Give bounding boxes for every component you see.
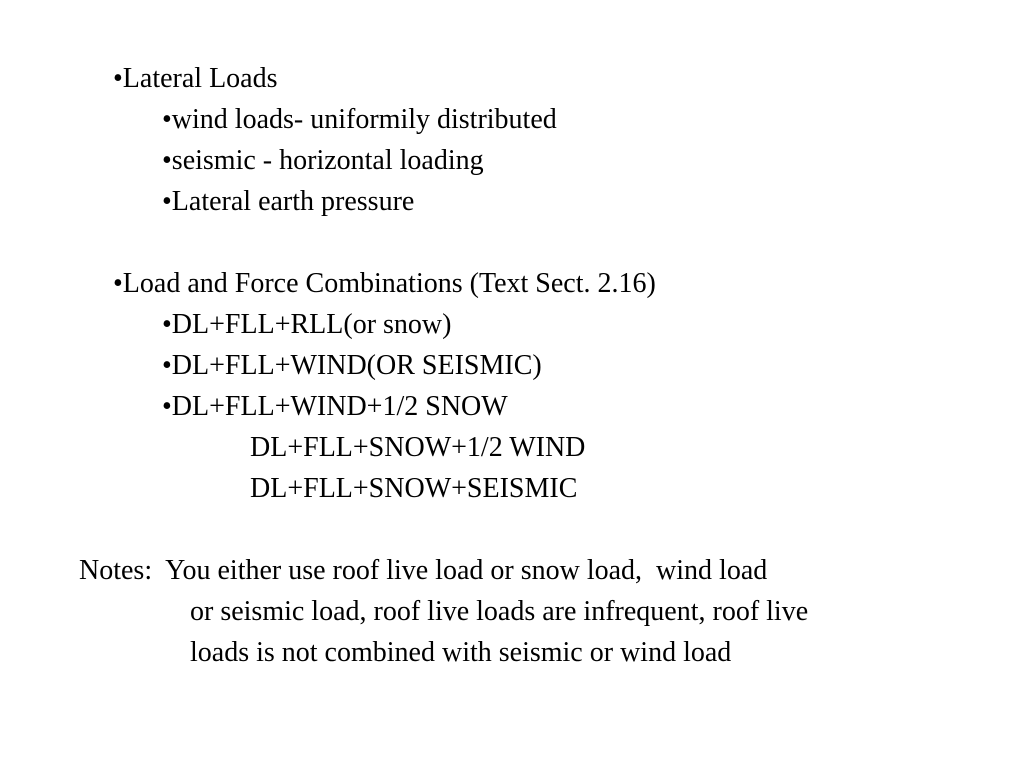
combinations-heading: •Load and Force Combinations (Text Sect. 2.16) bbox=[113, 268, 656, 299]
combination-sub-item: DL+FLL+SNOW+1/2 WIND bbox=[250, 432, 586, 463]
lateral-loads-item-seismic: •seismic - horizontal loading bbox=[162, 145, 484, 176]
lateral-loads-heading: •Lateral Loads bbox=[113, 63, 278, 94]
notes-line: Notes: You either use roof live load or snow load, wind load bbox=[79, 555, 768, 586]
combination-item: •DL+FLL+RLL(or snow) bbox=[162, 309, 452, 340]
combination-item: •DL+FLL+WIND+1/2 SNOW bbox=[162, 391, 508, 422]
lateral-loads-item-earth-pressure: •Lateral earth pressure bbox=[162, 186, 415, 217]
combination-item: •DL+FLL+WIND(OR SEISMIC) bbox=[162, 350, 542, 381]
lateral-loads-item-wind: •wind loads- uniformily distributed bbox=[162, 104, 557, 135]
combination-sub-item: DL+FLL+SNOW+SEISMIC bbox=[250, 473, 578, 504]
notes-line: loads is not combined with seismic or wind load bbox=[190, 637, 732, 668]
notes-line: or seismic load, roof live loads are infrequent, roof live bbox=[190, 596, 809, 627]
